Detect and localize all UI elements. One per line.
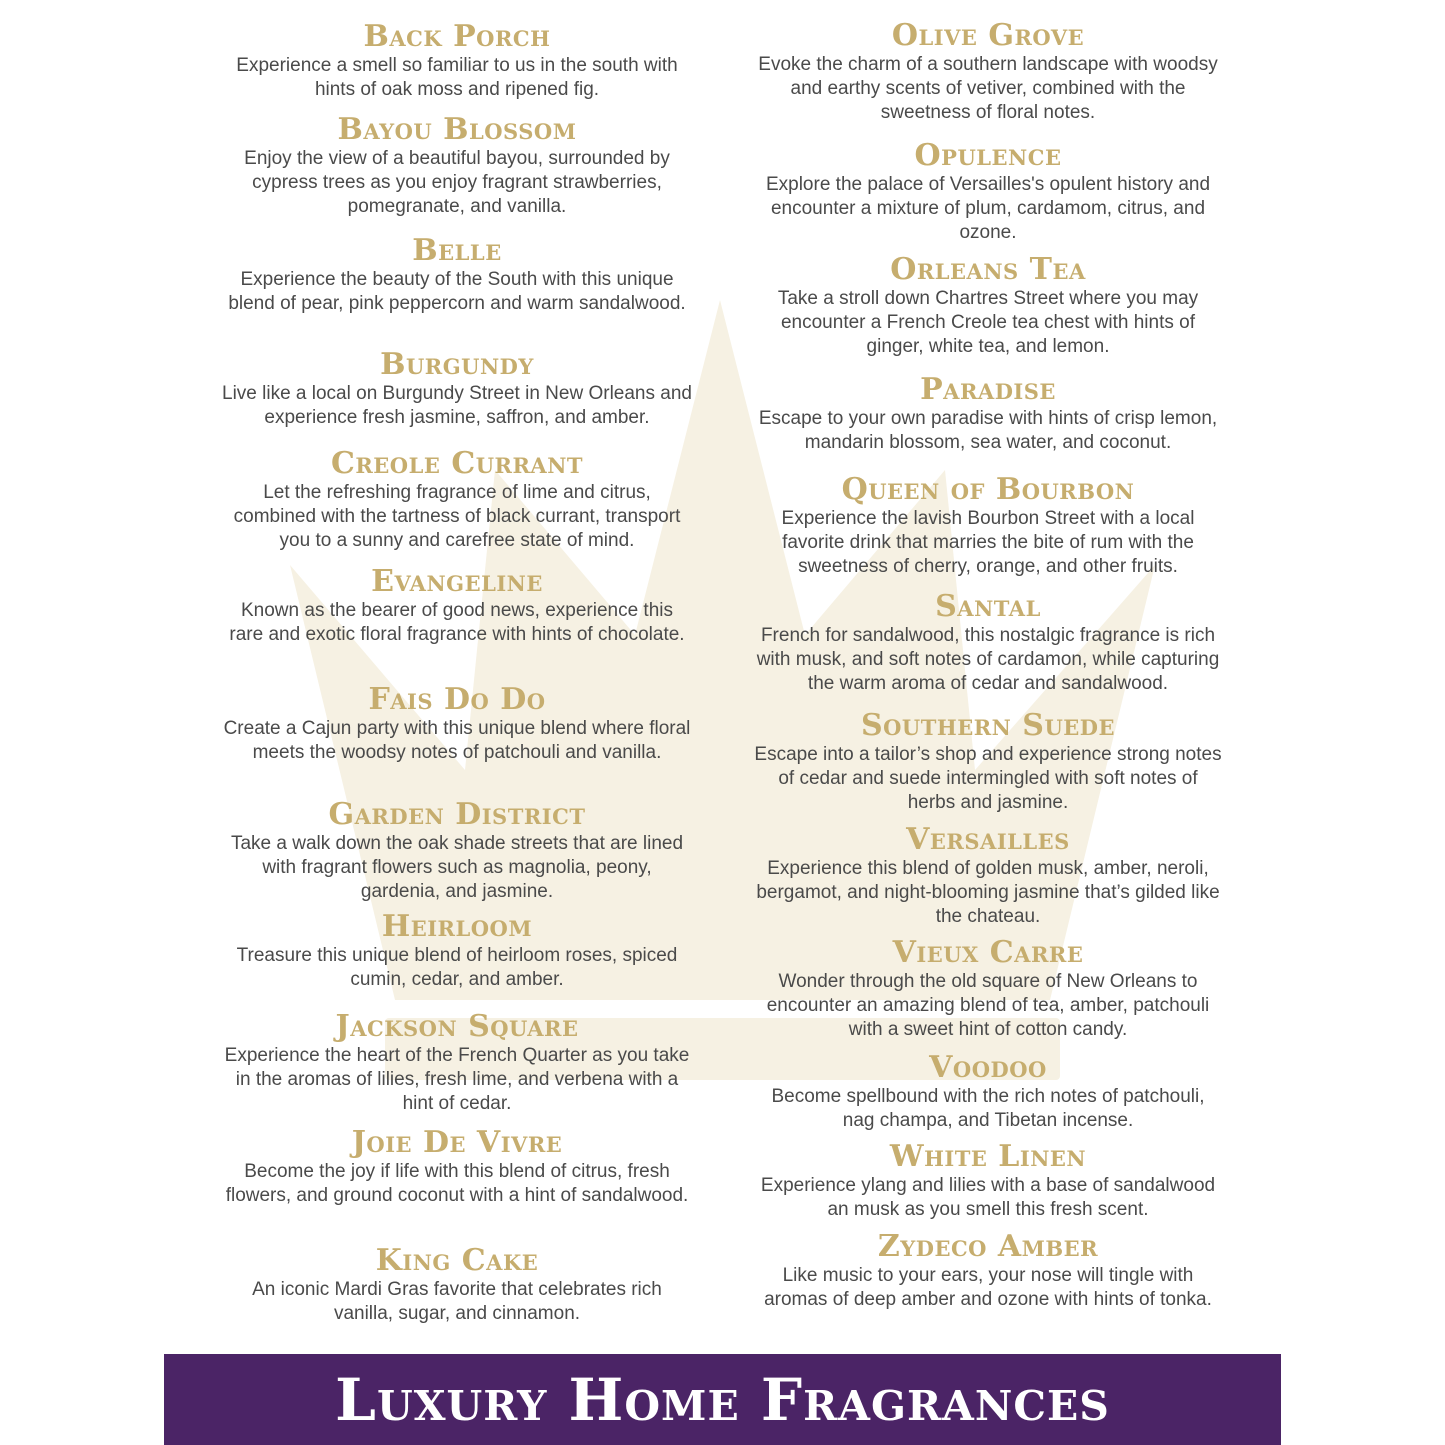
fragrance-title: Orleans Tea (890, 252, 1086, 287)
fragrance-title: Burgundy (380, 347, 534, 382)
fragrance-entry-opulence (753, 139, 1223, 245)
footer-banner (164, 1354, 1281, 1445)
fragrance-title: Fais Do Do (368, 682, 546, 717)
fragrance-description: Let the refreshing fragrance of lime and citrus, combined with the tartness of black currant, transport you to a sunny and carefree state of mind. (233, 482, 681, 551)
fragrance-entry-olive-grove (753, 19, 1223, 125)
fragrance-entry-heirloom (222, 910, 692, 992)
fragrance-entry-voodoo (753, 1051, 1223, 1133)
fragrance-description: Become the joy if life with this blend of citrus, fresh flowers, and ground coconut with a hint of sandalwood. (225, 1161, 689, 1206)
fragrance-description: Escape to your own paradise with hints of crisp lemon, mandarin blossom, sea water, and coconut. (758, 408, 1218, 453)
fragrance-description: Become spellbound with the rich notes of patchouli, nag champa, and Tibetan incense. (771, 1086, 1205, 1131)
fragrance-description: Experience the beauty of the South with this unique blend of pear, pink peppercorn and warm sandalwood. (228, 269, 686, 314)
fragrance-description: Known as the bearer of good news, experience this rare and exotic floral fragrance with hints of chocolate. (229, 600, 685, 645)
fragrance-entry-zydeco-amber (753, 1230, 1223, 1312)
fragrance-description: Experience the lavish Bourbon Street with a local favorite drink that marries the bite of rum with the sweetness of cherry, orange, and other fruits. (781, 508, 1195, 577)
fragrance-entry-garden-district (222, 798, 692, 904)
fragrance-title: Southern Suede (860, 708, 1116, 743)
fragrance-title: Evangeline (371, 564, 543, 599)
fragrance-title: Zydeco Amber (877, 1229, 1099, 1264)
fragrance-title: Garden District (328, 797, 586, 832)
fragrance-description: Explore the palace of Versailles's opulent history and encounter a mixture of plum, cardamom, citrus, and ozone. (765, 174, 1211, 243)
fragrance-entry-creole-currant (222, 447, 692, 553)
fragrance-description: Like music to your ears, your nose will tingle with aromas of deep amber and ozone with hints of tonka. (764, 1265, 1212, 1310)
fragrance-description: Wonder through the old square of New Orleans to encounter an amazing blend of tea, amber, patchouli with a sweet hint of cotton candy. (766, 971, 1210, 1040)
fragrance-description: Evoke the charm of a southern landscape with woodsy and earthy scents of vetiver, combined with the sweetness of floral notes. (758, 54, 1218, 123)
fragrance-description: Take a stroll down Chartres Street where you may encounter a French Creole tea chest with hints of ginger, white tea, and lemon. (777, 288, 1199, 357)
fragrance-entry-vieux-carre (753, 936, 1223, 1042)
fragrance-entry-fais-do-do (222, 683, 692, 765)
fragrance-title: Paradise (920, 372, 1056, 407)
fragrance-entry-burgundy (222, 348, 692, 430)
fragrance-description: An iconic Mardi Gras favorite that celebrates rich vanilla, sugar, and cinnamon. (252, 1279, 662, 1324)
fragrance-title: Joie De Vivre (351, 1125, 563, 1160)
fragrance-title: Heirloom (381, 909, 533, 944)
fragrance-title: Queen of Bourbon (841, 472, 1135, 507)
fragrance-title: Versailles (906, 822, 1070, 857)
fragrance-description: Experience the heart of the French Quarter as you take in the aromas of lilies, fresh lime, and verbena with a hint of cedar. (224, 1045, 690, 1114)
fragrance-description: French for sandalwood, this nostalgic fragrance is rich with musk, and soft notes of cardamon, while capturing the warm aroma of cedar and sandalwood. (756, 625, 1220, 694)
fragrance-entry-paradise (753, 373, 1223, 455)
fragrance-entry-bayou-blossom (222, 113, 692, 219)
fragrance-entry-joie-de-vivre (222, 1126, 692, 1208)
fragrance-entry-jackson-square (222, 1010, 692, 1116)
fragrance-title: Back Porch (363, 19, 551, 54)
fragrance-description: Experience ylang and lilies with a base of sandalwood an musk as you smell this fresh scent. (760, 1175, 1216, 1220)
fragrance-description: Live like a local on Burgundy Street in New Orleans and experience fresh jasmine, saffron, and amber. (222, 383, 692, 428)
fragrance-entry-orleans-tea (753, 253, 1223, 359)
fragrance-title: Jackson Square (335, 1009, 579, 1044)
fragrance-title: Creole Currant (330, 446, 584, 481)
fragrance-description: Treasure this unique blend of heirloom roses, spiced cumin, cedar, and amber. (236, 945, 678, 990)
fragrance-description: Escape into a tailor’s shop and experience strong notes of cedar and suede intermingled with soft notes of herbs and jasmine. (754, 744, 1222, 813)
fragrance-entry-santal (753, 590, 1223, 696)
fragrance-title: Santal (935, 589, 1041, 624)
fragrance-entry-white-linen (753, 1140, 1223, 1222)
fragrance-entry-southern-suede (753, 709, 1223, 815)
fragrance-title: Opulence (914, 138, 1062, 173)
fragrance-title: Bayou Blossom (337, 112, 577, 147)
fragrance-title: White Linen (889, 1139, 1087, 1174)
fragrance-description: Create a Cajun party with this unique blend where floral meets the woodsy notes of patchouli and vanilla. (223, 718, 691, 763)
fragrance-description: Enjoy the view of a beautiful bayou, surrounded by cypress trees as you enjoy fragrant strawberries, pomegranate, and vanilla. (244, 148, 670, 217)
fragrance-entry-back-porch (222, 20, 692, 102)
fragrance-title: King Cake (375, 1243, 539, 1278)
footer-title: Luxury Home Fragrances (335, 1365, 1110, 1434)
fragrance-title: Olive Grove (891, 18, 1085, 53)
fragrance-description: Experience this blend of golden musk, amber, neroli, bergamot, and night-blooming jasmine that’s gilded like the chateau. (756, 858, 1220, 927)
fragrance-entry-king-cake (222, 1244, 692, 1326)
fragrance-title: Vieux Carre (892, 935, 1084, 970)
fragrance-title: Voodoo (929, 1050, 1047, 1085)
fragrance-entry-belle (222, 234, 692, 316)
fragrance-entry-evangeline (222, 565, 692, 647)
fragrance-title: Belle (412, 233, 502, 268)
fragrance-entry-queen-of-bourbon (753, 473, 1223, 579)
fragrance-description: Take a walk down the oak shade streets that are lined with fragrant flowers such as magnolia, peony, gardenia, and jasmine. (230, 833, 684, 902)
fragrance-description: Experience a smell so familiar to us in the south with hints of oak moss and ripened fig. (236, 55, 678, 100)
fragrance-entry-versailles (753, 823, 1223, 929)
